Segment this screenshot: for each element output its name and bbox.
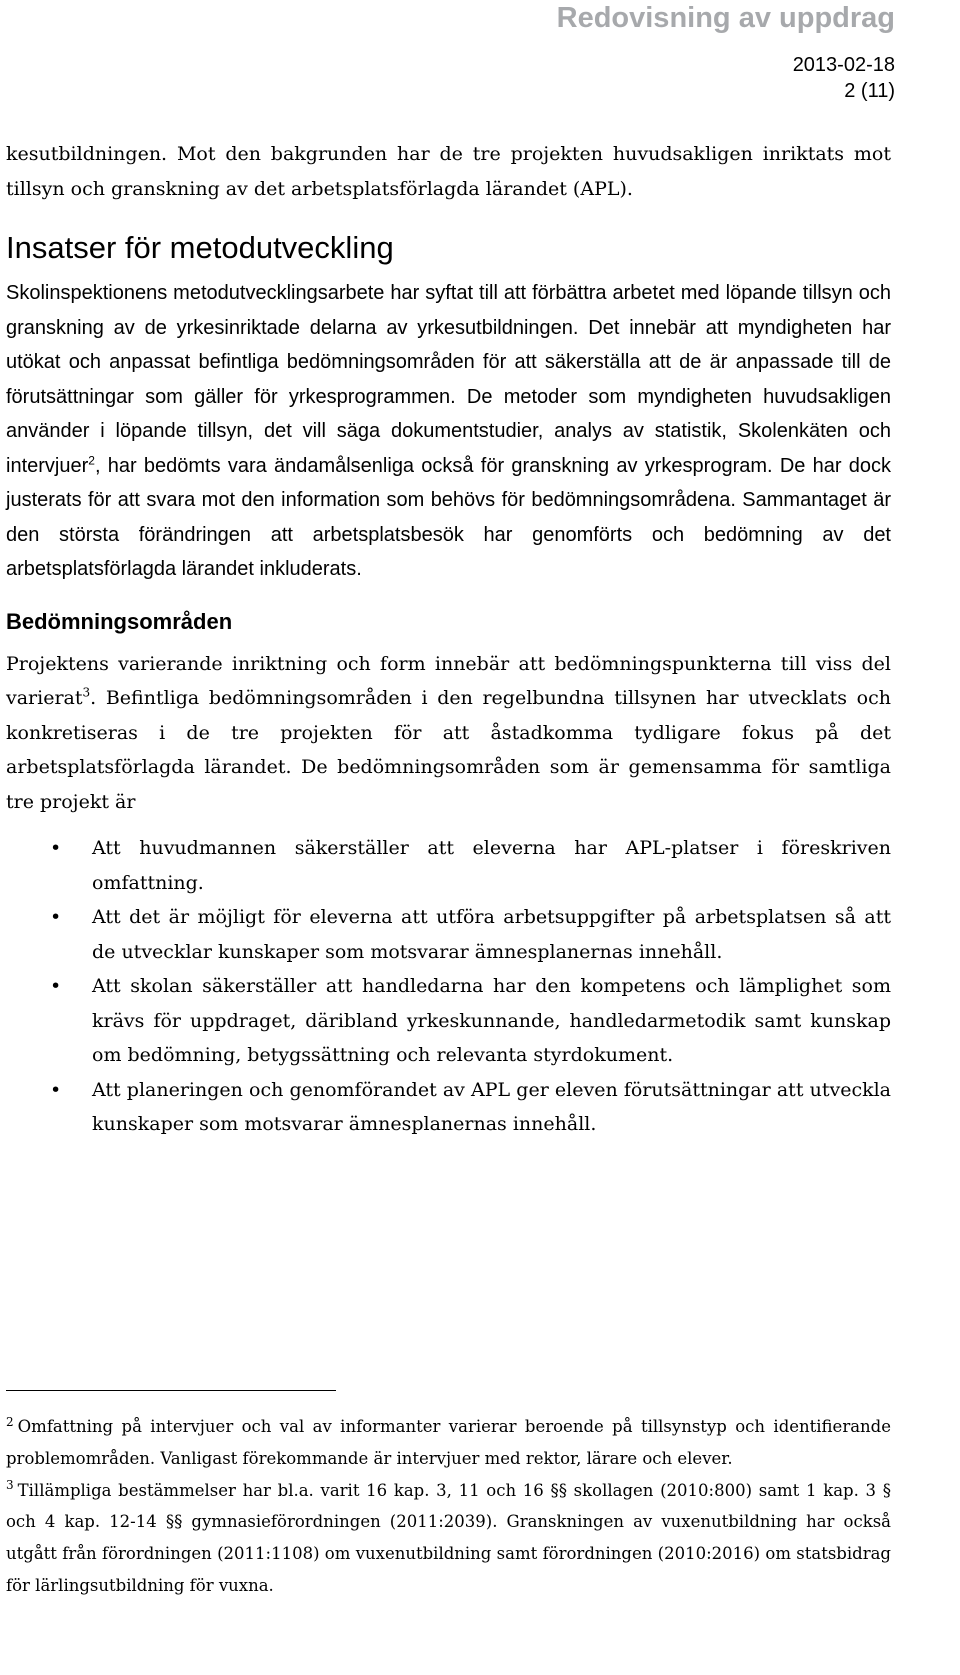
- list-item: [6, 969, 891, 1073]
- assessment-areas-list: [6, 831, 891, 1142]
- list-item-text: Att skolan säkerställer att handledarna har den kompetens och lämplighet som krävs för uppdraget, däribland yrkeskunnande, handledarmetodik samt kunskap om bedömning, betygssättning och relevanta styrdokument.: [92, 975, 891, 1066]
- document-body: [6, 137, 891, 1142]
- methods-text-b: , har bedömts vara ändamålsenliga också för granskning av yrkesprogram. De har dock justerats för att svara mot den information som behövs för bedömningsområdena. Sammantaget är den största förändringen att arbetsplatsbesök har genomförts och bedömning av det arbetsplatsförlagda lärandet inkluderats.: [6, 454, 891, 580]
- bullet-icon: •: [50, 975, 62, 997]
- list-item: [6, 1073, 891, 1142]
- footnote-number: 2: [6, 1414, 14, 1429]
- list-item-text: Att huvudmannen säkerställer att eleverna har APL-platser i föreskriven omfattning.: [92, 837, 891, 894]
- assessment-text-b: . Befintliga bedömningsområden i den regelbundna tillsynen har utvecklats och konkretiseras i de tre projekten för att åstadkomma tydligare fokus på det arbetsplatsförlagda lärandet. De bedömningsområden som är gemensamma för samtliga tre projekt är: [6, 687, 891, 813]
- footnote-ref-3[interactable]: 3: [82, 685, 91, 700]
- section-heading-assessment-areas: Bedömningsområden: [6, 608, 233, 634]
- list-item-text: Att det är möjligt för eleverna att utföra arbetsuppgifter på arbetsplatsen så att de utvecklar kunskaper som motsvarar ämnesplanernas innehåll.: [92, 906, 891, 963]
- bullet-icon: •: [50, 837, 62, 859]
- assessment-paragraph: [6, 647, 891, 820]
- footnote-number: 3: [6, 1478, 14, 1493]
- assessment-text-a: Projektens varierande inriktning och form innebär att bedömningspunkterna till viss del varierat: [6, 652, 891, 709]
- document-date: 2013-02-18: [792, 54, 895, 76]
- page-number: 2 (11): [844, 80, 895, 102]
- footnote-2: [6, 1411, 891, 1475]
- methods-text-a: Det innebär att myndigheten har utökat och anpassat befintliga bedömningsområden för att säkerställa att de är anpassade till de förutsättningar som gäller för yrkesprogrammen. De metoder som myndigheten huvudsakligen använder i löpande tillsyn, det vill säga dokumentstudier, analys av statistik, Skolenkäten och intervjuer: [6, 316, 891, 477]
- intro-paragraph: kesutbildningen. Mot den bakgrunden har de tre projekten huvudsakligen inriktats mot tillsyn och granskning av det arbetsplatsförlagda lärandet (APL).: [6, 143, 891, 200]
- footnote-separator: [6, 1390, 336, 1391]
- footnote-text: Omfattning på intervjuer och val av informanter varierar beroende på tillsynstyp och identifierande problemområden. Vanligast förekommande är intervjuer med rektor, lärare och elever.: [6, 1417, 891, 1468]
- document-header-meta: [793, 52, 895, 104]
- bullet-icon: •: [50, 906, 62, 928]
- footnotes: [6, 1390, 891, 1602]
- methods-paragraph: [6, 276, 891, 587]
- bullet-icon: •: [50, 1078, 62, 1101]
- footnote-3: [6, 1475, 891, 1602]
- list-item-text: Att planeringen och genomförandet av APL ger eleven förutsättningar att utveckla kunskaper som motsvarar ämnesplanernas innehåll.: [92, 1078, 891, 1135]
- section-heading-methods: Insatser för metodutveckling: [6, 230, 394, 265]
- footnote-ref-2[interactable]: 2: [88, 452, 95, 467]
- list-item: [6, 831, 891, 900]
- list-item: [6, 900, 891, 969]
- document-header-title: Redovisning av uppdrag: [556, 2, 895, 34]
- footnote-text: Tillämpliga bestämmelser har bl.a. varit 16 kap. 3, 11 och 16 §§ skollagen (2010:800) samt 1 kap. 3 § och 4 kap. 12-14 §§ gymnasieförordningen (2011:2039). Granskningen av vuxenutbildning har också utgått från förordningen (2011:1108) om vuxenutbildning samt förordningen (2010:2016) om statsbidrag för lärlingsutbildning för vuxna.: [6, 1480, 891, 1595]
- methods-lead: Skolinspektionens metodutvecklingsarbete har syftat till att förbättra arbetet med löpande tillsyn och granskning av de yrkesinriktade delarna av yrkesutbildningen.: [6, 282, 891, 339]
